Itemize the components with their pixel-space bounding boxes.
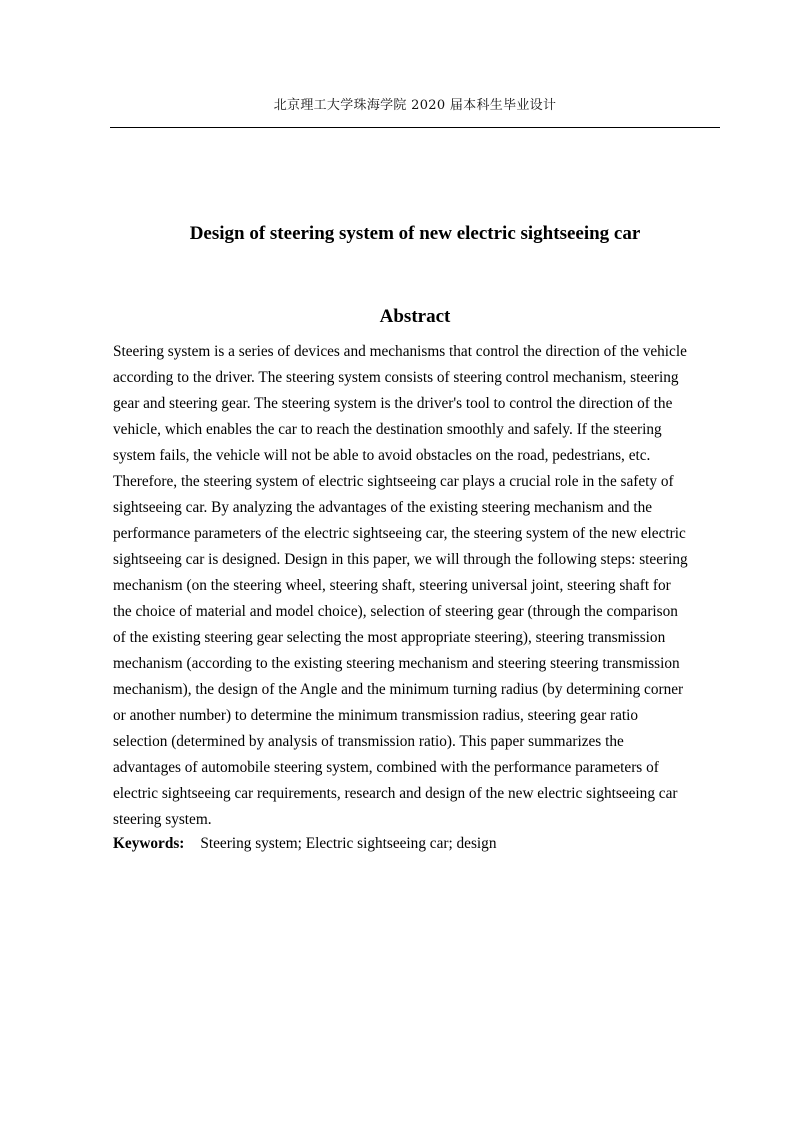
abstract-line: electric sightseeing car requirements, research and design of the new electric sightseeing car [113, 785, 678, 802]
abstract-body [113, 339, 718, 833]
abstract-line: performance parameters of the electric sightseeing car, the steering system of the new electric [113, 525, 686, 542]
abstract-line: steering system. [113, 811, 212, 828]
abstract-line: mechanism (according to the existing steering mechanism and steering steering transmission [113, 655, 680, 672]
abstract-line: sightseeing car. By analyzing the advantages of the existing steering mechanism and the [113, 499, 653, 516]
keywords-label: Keywords: [113, 835, 185, 852]
paper-title: Design of steering system of new electric sightseeing car [189, 223, 641, 244]
keywords-line [113, 831, 718, 857]
abstract-line: sightseeing car is designed. Design in this paper, we will through the following steps: steering [113, 551, 688, 568]
abstract-line: vehicle, which enables the car to reach the destination smoothly and safely. If the steering [113, 421, 662, 438]
keywords-text: Steering system; Electric sightseeing car; design [200, 835, 497, 852]
abstract-line: Steering system is a series of devices and mechanisms that control the direction of the vehicle [113, 343, 687, 360]
abstract-line: advantages of automobile steering system, combined with the performance parameters of [113, 759, 659, 776]
abstract-line: of the existing steering gear selecting the most appropriate steering), steering transmission [113, 629, 666, 646]
abstract-line: Therefore, the steering system of electric sightseeing car plays a crucial role in the safety of [113, 473, 674, 490]
abstract-line: according to the driver. The steering system consists of steering control mechanism, steering [113, 369, 679, 386]
abstract-line: system fails, the vehicle will not be able to avoid obstacles on the road, pedestrians, etc. [113, 447, 651, 464]
abstract-line: gear and steering gear. The steering system is the driver's tool to control the direction of the [113, 395, 673, 412]
header-divider [110, 127, 720, 128]
abstract-line: mechanism (on the steering wheel, steering shaft, steering universal joint, steering shaft for [113, 577, 671, 594]
abstract-line: the choice of material and model choice), selection of steering gear (through the comparison [113, 603, 678, 620]
abstract-line: mechanism), the design of the Angle and the minimum turning radius (by determining corner [113, 681, 684, 698]
abstract-heading: Abstract [379, 306, 451, 327]
abstract-line: or another number) to determine the minimum transmission radius, steering gear ratio [113, 707, 639, 724]
abstract-line: selection (determined by analysis of transmission ratio). This paper summarizes the [113, 733, 624, 750]
running-header: 北京理工大学珠海学院 2020 届本科生毕业设计 [273, 98, 557, 113]
